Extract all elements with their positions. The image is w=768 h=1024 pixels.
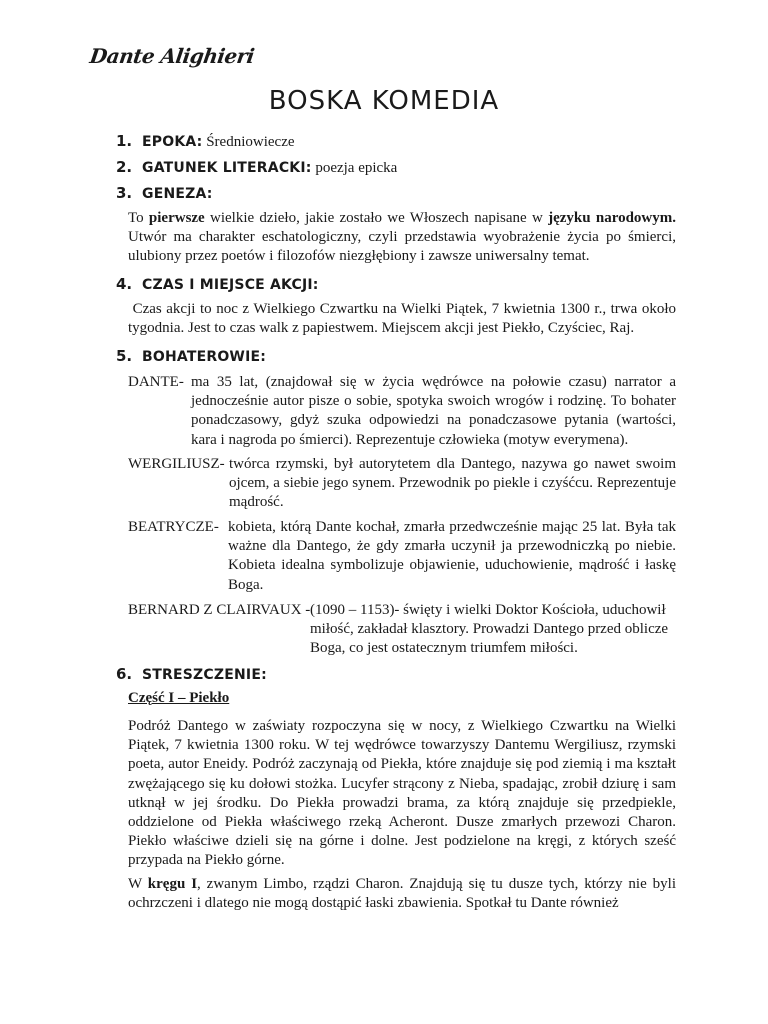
section-value: Średniowiecze: [202, 134, 295, 150]
character-name: WERGILIUSZ-: [128, 456, 225, 472]
czas-paragraph: Czas akcji to noc z Wielkiego Czwartku na Wielki Piątek, 7 kwietnia 1300 r., trwa około tygodnia. Jest to czas walk z papiestwem. Miejscem akcji jest Piekło, Czyściec, Raj.: [128, 301, 680, 337]
character-name: BERNARD Z CLAIRVAUX -: [128, 602, 311, 618]
document-title: BOSKA KOMEDIA: [268, 86, 500, 116]
text-run: , zwanym Limbo, rządzi Charon. Znajdują się tu dusze tych, którzy nie byli ochrzczeni i dlatego nie mogą dostąpić łaski zbawienia. Spotkał tu Dante również: [128, 876, 676, 912]
bold-run: pierwsze: [148, 210, 205, 226]
section-heading-streszczenie: [116, 664, 267, 685]
character-entry-dante: [128, 373, 676, 450]
bold-run: kręgu I: [147, 876, 198, 892]
section-heading-geneza: [116, 183, 213, 204]
section-heading-epoka: [116, 131, 295, 152]
geneza-paragraph: [128, 209, 676, 267]
part-subheading: Część I – Piekło: [128, 690, 230, 706]
section-number: 4.: [116, 275, 133, 293]
text-run: Utwór ma charakter eschatologiczny, czyli przedstawia wyobrażenie życia po śmierci, ulubiony przez poetów i filozofów niezgłębiony i zawsze uniwersalny temat.: [128, 229, 676, 265]
summary-paragraph-1: Podróż Dantego w zaświaty rozpoczyna się w nocy, z Wielkiego Czwartku na Wielki Piątek, 7 kwietnia 1300 roku. W tej wędrówce towarzyszy Dantemu Wergiliusz, rzymski poeta, autor Eneidy. Podróż zaczynają od Piekła, które znajduje się pod ziemią i ma kształt zwężającego się ku dołowi stożka. Lucyfer strącony z Nieba, spadając, zrobił dziurę i sam utknął w jej środku. Do Piekła prowadzi brama, za którą znajduje się przedpiekle, oddzielone od Piekła właściwego rzeką Acheront. Dusze zmarłych przewozi Charon. Piekło właściwe dzieli się na górne i dolne. Jest podzielone na kręgi, z których sześć przypada na Piekło górne.: [128, 718, 676, 869]
section-heading-czas: [116, 274, 319, 295]
character-entry-bernard: [128, 601, 676, 659]
character-entry-beatrycze: [128, 518, 676, 595]
section-label: GENEZA:: [142, 186, 213, 202]
section-heading-bohaterowie: [116, 346, 266, 367]
summary-paragraph-2: [128, 875, 676, 913]
character-description: twórca rzymski, był autorytetem dla Dantego, nazywa go nawet swoim ojcem, a siebie jego synem. Przewodnik po piekle i czyśćcu. Reprezentuje mądrość.: [229, 456, 676, 511]
section-label: CZAS I MIEJSCE AKCJI:: [142, 277, 319, 293]
text-run: To: [128, 210, 149, 226]
character-name: DANTE-: [128, 374, 184, 390]
character-name: BEATRYCZE-: [128, 519, 219, 535]
text-run: wielkie dzieło, jakie zostało we Włoszech napisane w: [204, 210, 549, 226]
section-number: 5.: [116, 347, 133, 365]
character-entry-wergiliusz: [128, 455, 676, 513]
text-run: W: [128, 876, 148, 892]
section-number: 1.: [116, 132, 133, 150]
author-name: Dante Alighieri: [88, 44, 256, 68]
section-label: STRESZCZENIE:: [142, 667, 267, 683]
character-description: ma 35 lat, (znajdował się w życia wędrówce na połowie czasu) narrator a jednocześnie autor pisze o sobie, spotyka swoich wrogów i rodzinę. To bohater ponadczasowy, gdyż szuka odpowiedzi na ponadczasowe pytania (wartości, kara i nagroda po śmierci). Reprezentuje człowieka (motyw everymena).: [191, 374, 676, 448]
section-number: 6.: [116, 665, 133, 683]
character-description: (1090 – 1153)- święty i wielki Doktor Kościoła, uduchowił miłość, zakładał klasztory. Prowadzi Dantego przed oblicze Boga, co jest ostatecznym triumfem miłości.: [310, 602, 669, 657]
character-description: kobieta, którą Dante kochał, zmarła przedwcześnie mając 25 lat. Była tak ważne dla Dantego, że gdy zmarła uczynił ja przewodniczką po niebie. Kobieta idealna symbolizuje objawienie, uduchowienie, mądrość i łaskę Boga.: [228, 519, 676, 593]
section-number: 2.: [116, 158, 133, 176]
section-value: poezja epicka: [311, 160, 398, 176]
section-heading-gatunek: [116, 157, 397, 178]
section-label: EPOKA:: [142, 134, 203, 150]
section-number: 3.: [116, 184, 133, 202]
section-label: GATUNEK LITERACKI:: [142, 160, 312, 176]
section-label: BOHATEROWIE:: [142, 349, 267, 365]
bold-run: języku narodowym.: [548, 210, 676, 226]
